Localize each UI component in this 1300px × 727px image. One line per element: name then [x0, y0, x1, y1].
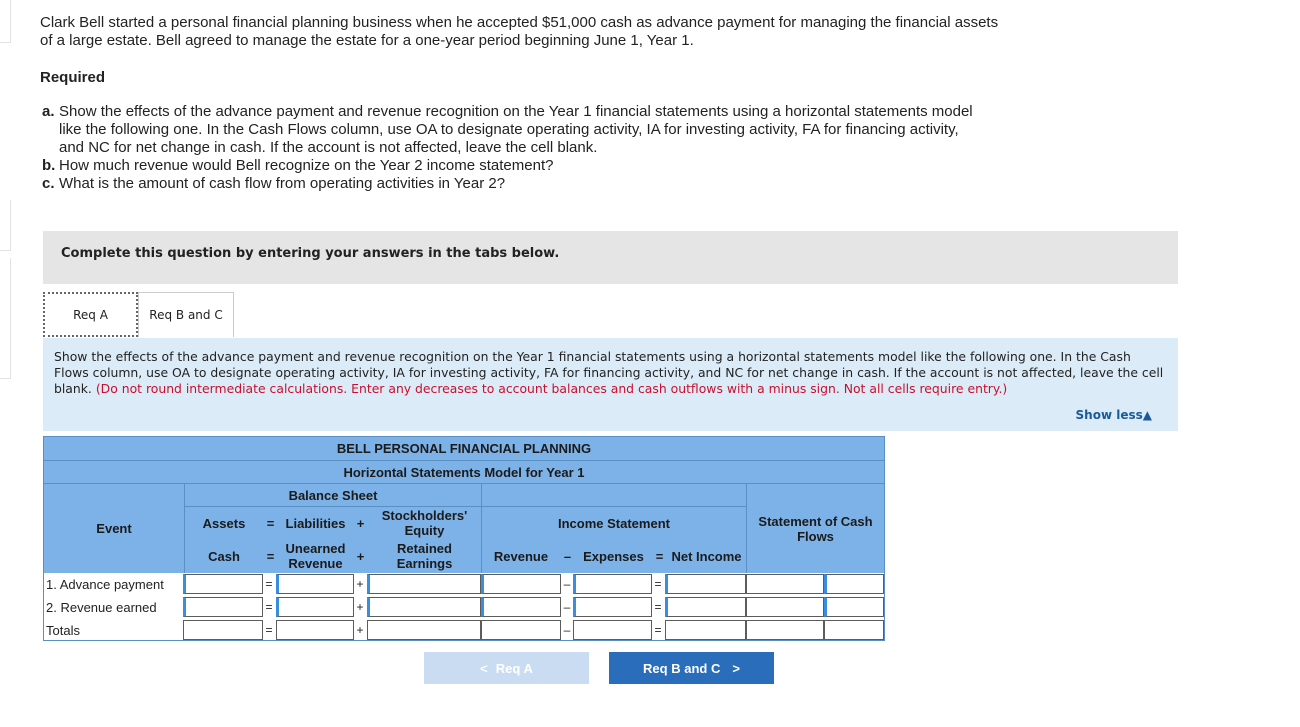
- required-heading: Required: [40, 69, 106, 86]
- instructions-panel: [43, 338, 1178, 431]
- table-subtitle: Horizontal Statements Model for Year 1: [44, 460, 884, 483]
- cash-flow-activity-total: [824, 620, 884, 640]
- net-income-header: Net Income: [667, 539, 746, 573]
- unearned-revenue-input[interactable]: [276, 597, 354, 617]
- unearned-revenue-total: [276, 620, 354, 640]
- cash-header: Cash: [184, 539, 263, 573]
- plus-operator: +: [356, 623, 364, 637]
- liabilities-header: Liabilities: [278, 506, 353, 539]
- problem-intro: Clark Bell started a personal financial planning business when he accepted $51,000 cash as advance payment for managing the financial assets of a large estate. Bell agreed to manage the estate for a one-year period beginning June 1, Year 1.: [40, 14, 999, 49]
- assets-header: Assets: [184, 506, 263, 539]
- equals-operator: =: [265, 577, 273, 591]
- equals-operator: =: [263, 539, 278, 573]
- equals-operator: =: [654, 577, 662, 591]
- instructions-note: (Do not round intermediate calculations. Enter any decreases to account balances and cash outflows with a minus sign. Not all cells require entry.): [95, 381, 1008, 396]
- expenses-header: Expenses: [575, 539, 652, 573]
- retained-earnings-total: [367, 620, 481, 640]
- requirement-c: c. What is the amount of cash flow from operating activities in Year 2?: [42, 175, 506, 192]
- retained-earnings-input[interactable]: [367, 597, 481, 617]
- event-header: Event: [44, 483, 184, 573]
- revenue-header: Revenue: [481, 539, 560, 573]
- complete-prompt: Complete this question by entering your answers in the tabs below.: [61, 246, 560, 261]
- plus-operator: +: [353, 506, 368, 539]
- plus-operator: +: [353, 539, 368, 573]
- revenue-total: [481, 620, 561, 640]
- cash-flow-amount-input[interactable]: [746, 574, 824, 594]
- cash-input[interactable]: [183, 574, 263, 594]
- next-req-button[interactable]: Req B and C >: [609, 652, 774, 684]
- tab-req-b-and-c[interactable]: Req B and C: [138, 292, 234, 337]
- cash-input[interactable]: [183, 597, 263, 617]
- complete-prompt-box: [43, 231, 1178, 284]
- expenses-total: [573, 620, 652, 640]
- left-edge-panel: [0, 258, 11, 379]
- event-row-label: 1. Advance payment: [46, 576, 164, 592]
- expenses-input[interactable]: [573, 574, 652, 594]
- requirements-list: [42, 103, 982, 193]
- show-less-link[interactable]: Show less▲: [1075, 408, 1152, 422]
- cash-flows-header: Statement of Cash Flows: [746, 483, 884, 573]
- table-title: BELL PERSONAL FINANCIAL PLANNING: [44, 437, 884, 460]
- chevron-left-icon: <: [480, 660, 488, 676]
- plus-operator: +: [356, 577, 364, 591]
- requirement-a: a. Show the effects of the advance payment and revenue recognition on the Year 1 financial statements using a horizontal statements model like the following one. In the Cash Flows column, use OA to designate operating activity, IA for investing activity, FA for financing activity, and NC for net change in cash. If the account is not affected, leave the cell blank.: [42, 103, 973, 156]
- left-edge-panel: [0, 0, 11, 43]
- equals-operator: =: [652, 539, 667, 573]
- chevron-right-icon: >: [732, 660, 740, 676]
- unearned-revenue-header: Unearned Revenue: [278, 539, 353, 573]
- revenue-input[interactable]: [481, 597, 561, 617]
- stockholders-equity-header: Stockholders' Equity: [368, 506, 481, 539]
- equals-operator: =: [263, 506, 278, 539]
- cash-total: [183, 620, 263, 640]
- tab-req-a[interactable]: Req A: [43, 292, 138, 337]
- plus-operator: +: [356, 600, 364, 614]
- minus-operator: –: [563, 577, 571, 591]
- equals-operator: =: [654, 600, 662, 614]
- net-income-input[interactable]: [665, 574, 746, 594]
- unearned-revenue-input[interactable]: [276, 574, 354, 594]
- cash-flow-activity-select[interactable]: [824, 574, 884, 594]
- triangle-up-icon: ▲: [1142, 408, 1152, 422]
- net-income-input[interactable]: [665, 597, 746, 617]
- equals-operator: =: [654, 623, 662, 637]
- instructions-text: Show the effects of the advance payment and revenue recognition on the Year 1 financial statements using a horizontal statements model like the following one. In the Cash Flows column, use OA to designate operating activity, IA for investing activity, FA for financing activity, and NC for net change in cash. If the account is not affected, leave the cell blank.: [54, 349, 1164, 396]
- event-row-label: 2. Revenue earned: [46, 599, 157, 615]
- retained-earnings-input[interactable]: [367, 574, 481, 594]
- equals-operator: =: [265, 600, 273, 614]
- horizontal-statements-table: [43, 436, 885, 641]
- cash-flow-amount-total: [746, 620, 824, 640]
- cash-flow-activity-select[interactable]: [824, 597, 884, 617]
- minus-operator: –: [560, 539, 575, 573]
- expenses-input[interactable]: [573, 597, 652, 617]
- retained-earnings-header: Retained Earnings: [368, 539, 481, 573]
- net-income-total: [665, 620, 746, 640]
- totals-row-label: Totals: [46, 622, 80, 638]
- revenue-input[interactable]: [481, 574, 561, 594]
- income-statement-header: Income Statement: [481, 506, 746, 539]
- prev-req-button[interactable]: < Req A: [424, 652, 589, 684]
- minus-operator: –: [563, 600, 571, 614]
- balance-sheet-header: Balance Sheet: [184, 483, 481, 506]
- minus-operator: –: [563, 623, 571, 637]
- requirement-b: b. How much revenue would Bell recognize on the Year 2 income statement?: [42, 157, 554, 174]
- left-edge-panel: [0, 200, 11, 251]
- equals-operator: =: [265, 623, 273, 637]
- header-filler: [481, 483, 746, 506]
- cash-flow-amount-input[interactable]: [746, 597, 824, 617]
